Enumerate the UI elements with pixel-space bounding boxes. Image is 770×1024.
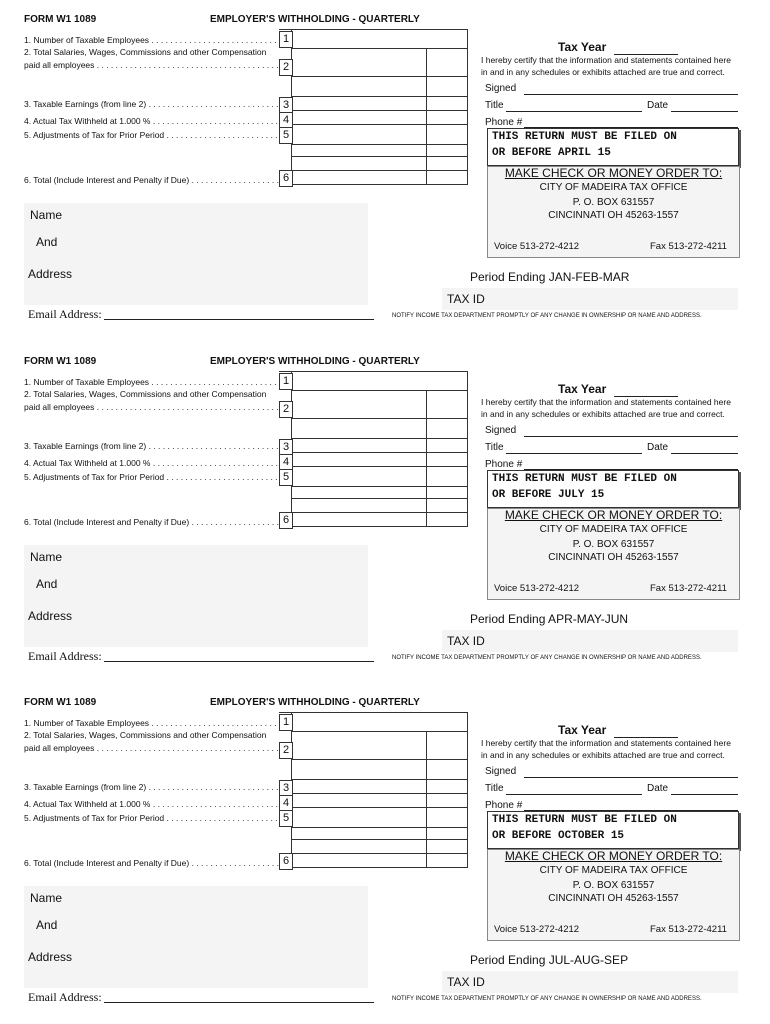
form-heading: EMPLOYER'S WITHHOLDING - QUARTERLY bbox=[210, 356, 420, 367]
payment-box bbox=[487, 849, 740, 941]
line3-amount-field[interactable] bbox=[293, 439, 425, 451]
line6-amount-field[interactable] bbox=[293, 854, 425, 866]
email-label: Email Address: bbox=[28, 307, 102, 321]
title-label: Title bbox=[485, 100, 504, 111]
period-ending: Period Ending APR-MAY-JUN bbox=[470, 612, 629, 626]
tax-year-label: Tax Year bbox=[558, 40, 607, 54]
line5-label: 5. Adjustments of Tax for Prior Period . . . bbox=[24, 472, 279, 482]
fax-number: Fax 513-272-4211 bbox=[650, 583, 727, 594]
line2-label: 2. Total Salaries, Wages, Commissions and other Compensation bbox=[24, 389, 267, 399]
filing-line2: OR BEFORE JULY 15 bbox=[492, 489, 605, 501]
filing-deadline-box bbox=[487, 811, 739, 849]
line6-label: 6. Total (Include Interest and Penalty if Due) . . . bbox=[24, 175, 279, 185]
tax-id-label: TAX ID bbox=[447, 634, 485, 648]
fax-number: Fax 513-272-4211 bbox=[650, 241, 727, 252]
name-address-box[interactable] bbox=[24, 886, 368, 988]
payment-box bbox=[487, 166, 740, 258]
filing-deadline-box bbox=[487, 128, 739, 166]
title-label: Title bbox=[485, 783, 504, 794]
line3-number: 3 bbox=[279, 97, 293, 114]
name-label: Name bbox=[30, 208, 63, 222]
phone-label: Phone # bbox=[485, 800, 523, 811]
date-label: Date bbox=[647, 442, 669, 453]
office-name: CITY OF MADEIRA TAX OFFICE bbox=[539, 865, 688, 876]
period-ending: Period Ending JUL-AUG-SEP bbox=[470, 953, 629, 967]
date-field[interactable] bbox=[671, 793, 738, 795]
tax-id-field[interactable] bbox=[442, 971, 738, 993]
signed-label: Signed bbox=[485, 425, 517, 436]
line2-amount-field[interactable] bbox=[293, 732, 425, 758]
line3-number: 3 bbox=[279, 780, 293, 797]
signed-field[interactable] bbox=[524, 435, 738, 437]
filing-line2: OR BEFORE OCTOBER 15 bbox=[492, 830, 625, 842]
address-label: Address bbox=[28, 950, 73, 964]
signed-field[interactable] bbox=[524, 776, 738, 778]
line6-number: 6 bbox=[279, 170, 293, 187]
certify-line2: in and in any schedules or exhibits attached are true and correct. bbox=[481, 409, 725, 419]
date-field[interactable] bbox=[671, 110, 738, 112]
phone-label: Phone # bbox=[485, 117, 523, 128]
line4-amount-field[interactable] bbox=[293, 111, 425, 123]
line4-amount-field[interactable] bbox=[293, 794, 425, 806]
line1-label: 1. Number of Taxable Employees . . . bbox=[24, 377, 279, 387]
line5-number: 5 bbox=[279, 810, 293, 827]
tax-year-label: Tax Year bbox=[558, 723, 607, 737]
name-address-box[interactable] bbox=[24, 203, 368, 305]
form-heading: EMPLOYER'S WITHHOLDING - QUARTERLY bbox=[210, 697, 420, 708]
line2-amount-field[interactable] bbox=[293, 49, 425, 75]
line3-label: 3. Taxable Earnings (from line 2) . . . bbox=[24, 441, 279, 451]
address-label: Address bbox=[28, 267, 73, 281]
line6-amount-field[interactable] bbox=[293, 513, 425, 525]
email-field[interactable] bbox=[104, 1001, 374, 1003]
line2-label-cont: paid all employees . . . bbox=[24, 743, 279, 753]
form-title: FORM W1 1089 bbox=[24, 356, 97, 367]
tax-id-field[interactable] bbox=[442, 630, 738, 652]
city-zip: CINCINNATI OH 45263-1557 bbox=[548, 552, 679, 563]
filing-deadline-box bbox=[487, 470, 739, 508]
office-name: CITY OF MADEIRA TAX OFFICE bbox=[539, 182, 688, 193]
name-label: Name bbox=[30, 891, 63, 905]
line5-number: 5 bbox=[279, 127, 293, 144]
and-label: And bbox=[36, 577, 58, 591]
line2-number: 2 bbox=[279, 742, 293, 759]
line2-label-cont: paid all employees . . . bbox=[24, 60, 279, 70]
amounts-grid bbox=[279, 29, 468, 185]
voice-number: Voice 513-272-4212 bbox=[494, 583, 580, 594]
line4-number: 4 bbox=[279, 112, 293, 129]
voice-number: Voice 513-272-4212 bbox=[494, 241, 580, 252]
line3-label: 3. Taxable Earnings (from line 2) . . . bbox=[24, 99, 279, 109]
line1-number: 1 bbox=[279, 31, 293, 48]
line6-number: 6 bbox=[279, 853, 293, 870]
title-field[interactable] bbox=[506, 452, 642, 454]
form-title: FORM W1 1089 bbox=[24, 697, 97, 708]
signed-label: Signed bbox=[485, 766, 517, 777]
line3-amount-field[interactable] bbox=[293, 97, 425, 109]
withholding-form-1 bbox=[0, 0, 770, 340]
payment-heading: MAKE CHECK OR MONEY ORDER TO: bbox=[504, 849, 723, 863]
tax-id-label: TAX ID bbox=[447, 975, 485, 989]
office-name: CITY OF MADEIRA TAX OFFICE bbox=[539, 524, 688, 535]
line4-number: 4 bbox=[279, 454, 293, 471]
notify-notice: NOTIFY INCOME TAX DEPARTMENT PROMPTLY OF ANY CHANGE IN OWNERSHIP OR NAME AND ADDRESS. bbox=[392, 996, 702, 1002]
line5-label: 5. Adjustments of Tax for Prior Period . . . bbox=[24, 130, 279, 140]
tax-id-field[interactable] bbox=[442, 288, 738, 310]
line3-number: 3 bbox=[279, 439, 293, 456]
line5-amount-field[interactable] bbox=[293, 125, 425, 143]
address-label: Address bbox=[28, 609, 73, 623]
po-box: P. O. BOX 631557 bbox=[572, 197, 655, 208]
line5-amount-field[interactable] bbox=[293, 808, 425, 826]
po-box: P. O. BOX 631557 bbox=[572, 539, 655, 550]
notify-notice: NOTIFY INCOME TAX DEPARTMENT PROMPTLY OF ANY CHANGE IN OWNERSHIP OR NAME AND ADDRESS. bbox=[392, 655, 702, 661]
and-label: And bbox=[36, 918, 58, 932]
email-field[interactable] bbox=[104, 660, 374, 662]
fax-number: Fax 513-272-4211 bbox=[650, 924, 727, 935]
signed-field[interactable] bbox=[524, 93, 738, 95]
line2-number: 2 bbox=[279, 401, 293, 418]
voice-number: Voice 513-272-4212 bbox=[494, 924, 580, 935]
title-label: Title bbox=[485, 442, 504, 453]
line5-number: 5 bbox=[279, 469, 293, 486]
certify-line2: in and in any schedules or exhibits attached are true and correct. bbox=[481, 750, 725, 760]
line2-label: 2. Total Salaries, Wages, Commissions and other Compensation bbox=[24, 47, 267, 57]
withholding-form-3 bbox=[0, 683, 770, 1023]
email-field[interactable] bbox=[104, 318, 374, 320]
line2-amount-field[interactable] bbox=[293, 391, 425, 417]
filing-line1: THIS RETURN MUST BE FILED ON bbox=[492, 131, 677, 143]
line4-amount-field[interactable] bbox=[293, 453, 425, 465]
line6-label: 6. Total (Include Interest and Penalty if Due) . . . bbox=[24, 858, 279, 868]
line3-amount-field[interactable] bbox=[293, 780, 425, 792]
name-label: Name bbox=[30, 550, 63, 564]
line6-number: 6 bbox=[279, 512, 293, 529]
email-label: Email Address: bbox=[28, 649, 102, 663]
filing-line1: THIS RETURN MUST BE FILED ON bbox=[492, 814, 677, 826]
amounts-grid bbox=[279, 712, 468, 868]
title-field[interactable] bbox=[506, 110, 642, 112]
line1-label: 1. Number of Taxable Employees . . . bbox=[24, 35, 279, 45]
certify-line1: I hereby certify that the information and statements contained here bbox=[481, 397, 731, 407]
payment-heading: MAKE CHECK OR MONEY ORDER TO: bbox=[504, 508, 723, 522]
tax-year-label: Tax Year bbox=[558, 382, 607, 396]
notify-notice: NOTIFY INCOME TAX DEPARTMENT PROMPTLY OF ANY CHANGE IN OWNERSHIP OR NAME AND ADDRESS. bbox=[392, 313, 702, 319]
date-label: Date bbox=[647, 783, 669, 794]
date-field[interactable] bbox=[671, 452, 738, 454]
name-address-box[interactable] bbox=[24, 545, 368, 647]
payment-heading: MAKE CHECK OR MONEY ORDER TO: bbox=[504, 166, 723, 180]
line6-amount-field[interactable] bbox=[293, 171, 425, 183]
line5-label: 5. Adjustments of Tax for Prior Period . . . bbox=[24, 813, 279, 823]
line1-amount-field[interactable] bbox=[293, 372, 466, 389]
line2-number: 2 bbox=[279, 59, 293, 76]
po-box: P. O. BOX 631557 bbox=[572, 880, 655, 891]
line4-label: 4. Actual Tax Withheld at 1.000 % . . . bbox=[24, 116, 279, 126]
period-ending: Period Ending JAN-FEB-MAR bbox=[470, 270, 630, 284]
form-heading: EMPLOYER'S WITHHOLDING - QUARTERLY bbox=[210, 14, 420, 25]
filing-line1: THIS RETURN MUST BE FILED ON bbox=[492, 473, 677, 485]
email-label: Email Address: bbox=[28, 990, 102, 1004]
amounts-grid bbox=[279, 371, 468, 527]
line1-amount-field[interactable] bbox=[293, 713, 466, 730]
title-field[interactable] bbox=[506, 793, 642, 795]
line4-label: 4. Actual Tax Withheld at 1.000 % . . . bbox=[24, 458, 279, 468]
line4-label: 4. Actual Tax Withheld at 1.000 % . . . bbox=[24, 799, 279, 809]
line5-amount-field[interactable] bbox=[293, 467, 425, 485]
line2-label: 2. Total Salaries, Wages, Commissions and other Compensation bbox=[24, 730, 267, 740]
and-label: And bbox=[36, 235, 58, 249]
date-label: Date bbox=[647, 100, 669, 111]
tax-id-label: TAX ID bbox=[447, 292, 485, 306]
certify-line1: I hereby certify that the information and statements contained here bbox=[481, 55, 731, 65]
form-title: FORM W1 1089 bbox=[24, 14, 97, 25]
phone-label: Phone # bbox=[485, 459, 523, 470]
line1-number: 1 bbox=[279, 373, 293, 390]
city-zip: CINCINNATI OH 45263-1557 bbox=[548, 893, 679, 904]
certify-line1: I hereby certify that the information and statements contained here bbox=[481, 738, 731, 748]
filing-line2: OR BEFORE APRIL 15 bbox=[492, 147, 611, 159]
signed-label: Signed bbox=[485, 83, 517, 94]
line6-label: 6. Total (Include Interest and Penalty if Due) . . . bbox=[24, 517, 279, 527]
line2-label-cont: paid all employees . . . bbox=[24, 402, 279, 412]
withholding-form-2 bbox=[0, 342, 770, 682]
line4-number: 4 bbox=[279, 795, 293, 812]
line3-label: 3. Taxable Earnings (from line 2) . . . bbox=[24, 782, 279, 792]
payment-box bbox=[487, 508, 740, 600]
line1-label: 1. Number of Taxable Employees . . . bbox=[24, 718, 279, 728]
certify-line2: in and in any schedules or exhibits attached are true and correct. bbox=[481, 67, 725, 77]
line1-number: 1 bbox=[279, 714, 293, 731]
city-zip: CINCINNATI OH 45263-1557 bbox=[548, 210, 679, 221]
line1-amount-field[interactable] bbox=[293, 30, 466, 47]
